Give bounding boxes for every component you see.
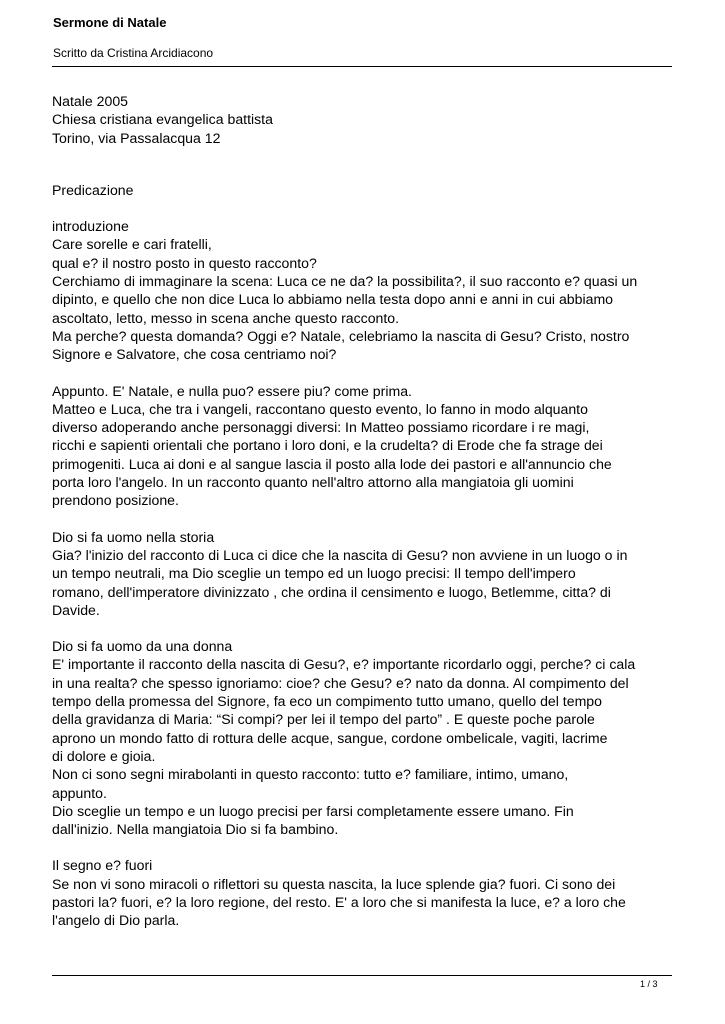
text-line: Cerchiamo di immaginare la scena: Luca ce ne da? la possibilita?, il suo racconto e? quasi un [52, 273, 638, 290]
text-line: porta loro l'angelo. In un racconto quanto nell'altro attorno alla mangiatoia gli uomini [52, 474, 574, 491]
text-line: aprono un mondo fatto di rottura delle acque, sangue, cordone ombelicale, vagiti, lacrime [52, 729, 608, 746]
text-line: Dio sceglie un tempo e un luogo precisi per farsi completamente essere umano. Fin [52, 802, 574, 819]
paragraph-appunto [52, 382, 677, 510]
text-line: Care sorelle e cari fratelli, [52, 236, 212, 253]
text-line: tempo della promessa del Signore, fa eco un compimento tutto umano, quello del tempo [52, 693, 602, 710]
footer-divider [52, 975, 672, 976]
text-line: ascoltato, letto, messo in scena anche questo racconto. [52, 309, 400, 326]
text-line: Natale 2005 [52, 93, 129, 109]
text-line: introduzione [52, 218, 129, 235]
text-line: diverso adoperando anche personaggi diversi: In Matteo possiamo ricordare i re magi, [52, 419, 590, 436]
text-line: romano, dell'imperatore divinizzato , che ordina il censimento e luogo, Betlemme, citta? di [52, 583, 611, 600]
text-line: Matteo e Luca, che tra i vangeli, raccontano questo evento, lo fanno in modo alquanto [52, 400, 588, 417]
text-line: in una realta? che spesso ignoriamo: cioe? che Gesu? e? nato da donna. Al compimento del [52, 674, 629, 691]
text-line: Ma perche? questa domanda? Oggi e? Natale, celebriamo la nascita di Gesu? Cristo, nostro [52, 327, 630, 344]
section-heading-predicazione [52, 181, 677, 199]
header-divider [52, 66, 672, 67]
text-line: Dio si fa uomo nella storia [52, 528, 215, 545]
text-line: Appunto. E' Natale, e nulla puo? essere piu? come prima. [52, 382, 412, 399]
paragraph-introduzione [52, 217, 677, 363]
text-line: dall'inizio. Nella mangiatoia Dio si fa bambino. [52, 821, 339, 838]
text-line: Torino, via Passalacqua 12 [52, 129, 221, 146]
text-line: un tempo neutrali, ma Dio sceglie un tempo ed un luogo precisi: Il tempo dell'impero [52, 565, 576, 582]
text-line: Predicazione [52, 181, 134, 198]
paragraph-storia [52, 528, 677, 619]
text-line: Signore e Salvatore, che cosa centriamo noi? [52, 346, 337, 363]
text-line: ricchi e sapienti orientali che portano i loro doni, e la crudelta? di Erode che fa strage dei [52, 437, 603, 454]
text-line: Se non vi sono miracoli o riflettori su questa nascita, la luce splende gia? fuori. Ci sono dei [52, 875, 616, 892]
paragraph-location [52, 92, 677, 147]
text-line: Davide. [52, 601, 100, 618]
text-line: dipinto, e quello che non dice Luca lo abbiamo nella testa dopo anni e anni in cui abbiamo [52, 291, 614, 308]
text-line: E' importante il racconto della nascita di Gesu?, e? importante ricordarlo oggi, perche? ci cala [52, 656, 636, 673]
text-line: Non ci sono segni mirabolanti in questo racconto: tutto e? familiare, intimo, umano, [52, 766, 569, 783]
text-line: Chiesa cristiana evangelica battista [52, 111, 273, 128]
paragraph-segno [52, 856, 677, 929]
document-body [52, 92, 677, 948]
text-line: appunto. [52, 784, 107, 801]
text-line: qual e? il nostro posto in questo racconto? [52, 254, 317, 271]
text-line: della gravidanza di Maria: “Si compi? per lei il tempo del parto” . E queste poche parole [52, 711, 595, 728]
document-title: Sermone di Natale [53, 15, 167, 30]
text-line: Il segno e? fuori [52, 857, 153, 874]
text-line: di dolore e gioia. [52, 747, 156, 764]
text-line: Dio si fa uomo da una donna [52, 638, 233, 655]
document-author: Scritto da Cristina Arcidiacono [53, 46, 214, 60]
paragraph-donna [52, 637, 677, 838]
text-line: pastori la? fuori, e? la loro regione, del resto. E' a loro che si manifesta la luce, e? a loro che [52, 893, 626, 910]
page-number: 1 / 3 [640, 979, 658, 989]
text-line: l'angelo di Dio parla. [52, 912, 180, 929]
text-line: primogeniti. Luca ai doni e al sangue lascia il posto alla lode dei pastori e all'annuncio che [52, 455, 612, 472]
text-line: prendono posizione. [52, 492, 179, 509]
text-line: Gia? l'inizio del racconto di Luca ci dice che la nascita di Gesu? non avviene in un luogo o in [52, 546, 628, 563]
